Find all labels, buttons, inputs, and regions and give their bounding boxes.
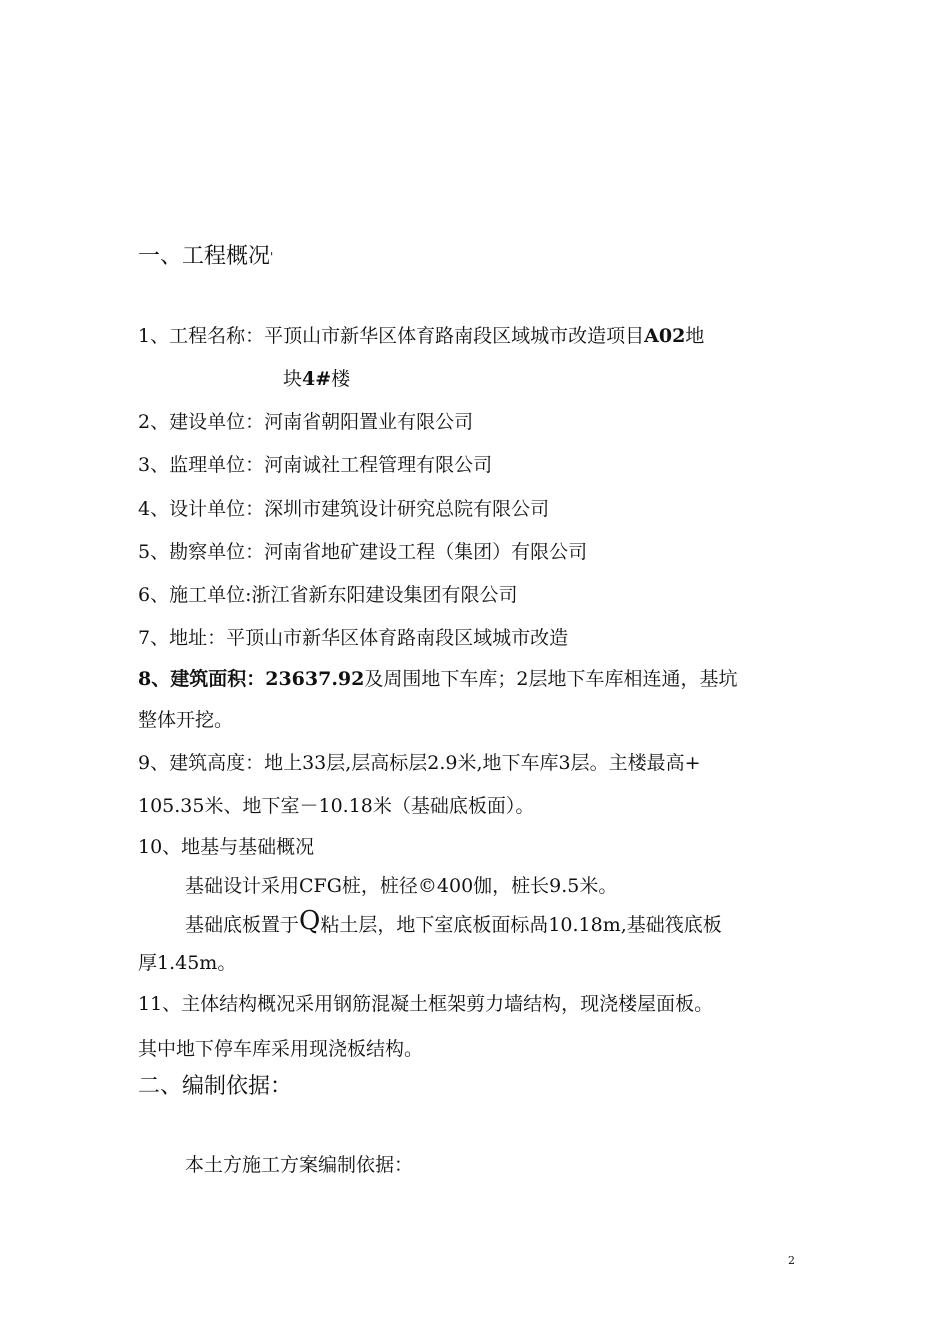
basis-intro: 本土方施工方案编制依据：	[185, 1154, 414, 1176]
heading-mark: '	[270, 250, 274, 264]
item-supervisor: 3、监理单位：河南诚社工程管理有限公司	[138, 454, 493, 476]
item-building-height: 9、建筑高度：地上33层,层高标层2.9米,地下车库3层。主楼最高+	[138, 752, 701, 774]
item-building-area	[138, 666, 737, 692]
item-text-q: Q	[299, 906, 321, 936]
item-building-height-cont: 105.35米、地下室－10.18米（基础底板面）。	[138, 795, 535, 817]
heading-text: 一、工程概况	[138, 244, 271, 269]
item-text: 基础底板置于	[185, 914, 300, 936]
item-text: 粘土层，地下室底板面标咼10.18m,基础筏底板	[320, 914, 722, 936]
item-label: 工程名称：	[169, 325, 265, 347]
section-heading-basis: 二、编制依据：	[138, 1074, 293, 1099]
item-text: 平顶山市新华区体育路南段区域城市改造项目	[264, 325, 645, 347]
item-number: 1、	[138, 325, 170, 347]
item-project-name-cont	[283, 366, 350, 392]
item-foundation-pile: 基础设计采用CFG桩，桩径©400伽，桩长9.5米。	[185, 875, 618, 897]
item-surveyor: 5、勘察单位：河南省地矿建设工程（集团）有限公司	[138, 541, 588, 563]
item-designer: 4、设计单位：深圳市建筑设计研究总院有限公司	[138, 498, 550, 520]
item-text-bold: 8、建筑面积：23637.92	[138, 668, 365, 690]
item-structure-cont: 其中地下停车库采用现浇板结构。	[138, 1038, 424, 1060]
item-text-bold: 4#	[302, 368, 332, 390]
item-foundation-slab	[185, 906, 722, 938]
page-number: 2	[788, 1254, 795, 1267]
item-contractor: 6、施工单位:浙江省新东阳建设集团有限公司	[138, 584, 518, 606]
item-text: 块	[283, 368, 303, 390]
item-structure: 11、主体结构概况采用钢筋混凝土框架剪力墙结构，现浇楼屋面板。	[138, 993, 714, 1015]
item-foundation: 10、地基与基础概况	[138, 836, 315, 858]
item-foundation-slab-cont: 厚1.45m。	[138, 952, 237, 974]
item-address: 7、地址：平顶山市新华区体育路南段区域城市改造	[138, 627, 569, 649]
item-builder: 2、建设单位：河南省朝阳置业有限公司	[138, 411, 474, 433]
item-text: 楼	[331, 368, 351, 390]
item-project-name	[138, 323, 704, 349]
item-text-bold: A02	[644, 325, 686, 347]
item-text: 地	[685, 325, 705, 347]
item-building-area-cont: 整体开挖。	[138, 709, 234, 731]
section-heading-overview	[138, 242, 273, 272]
item-text: 及周围地下车库；2层地下车库相连通，基坑	[364, 668, 738, 690]
